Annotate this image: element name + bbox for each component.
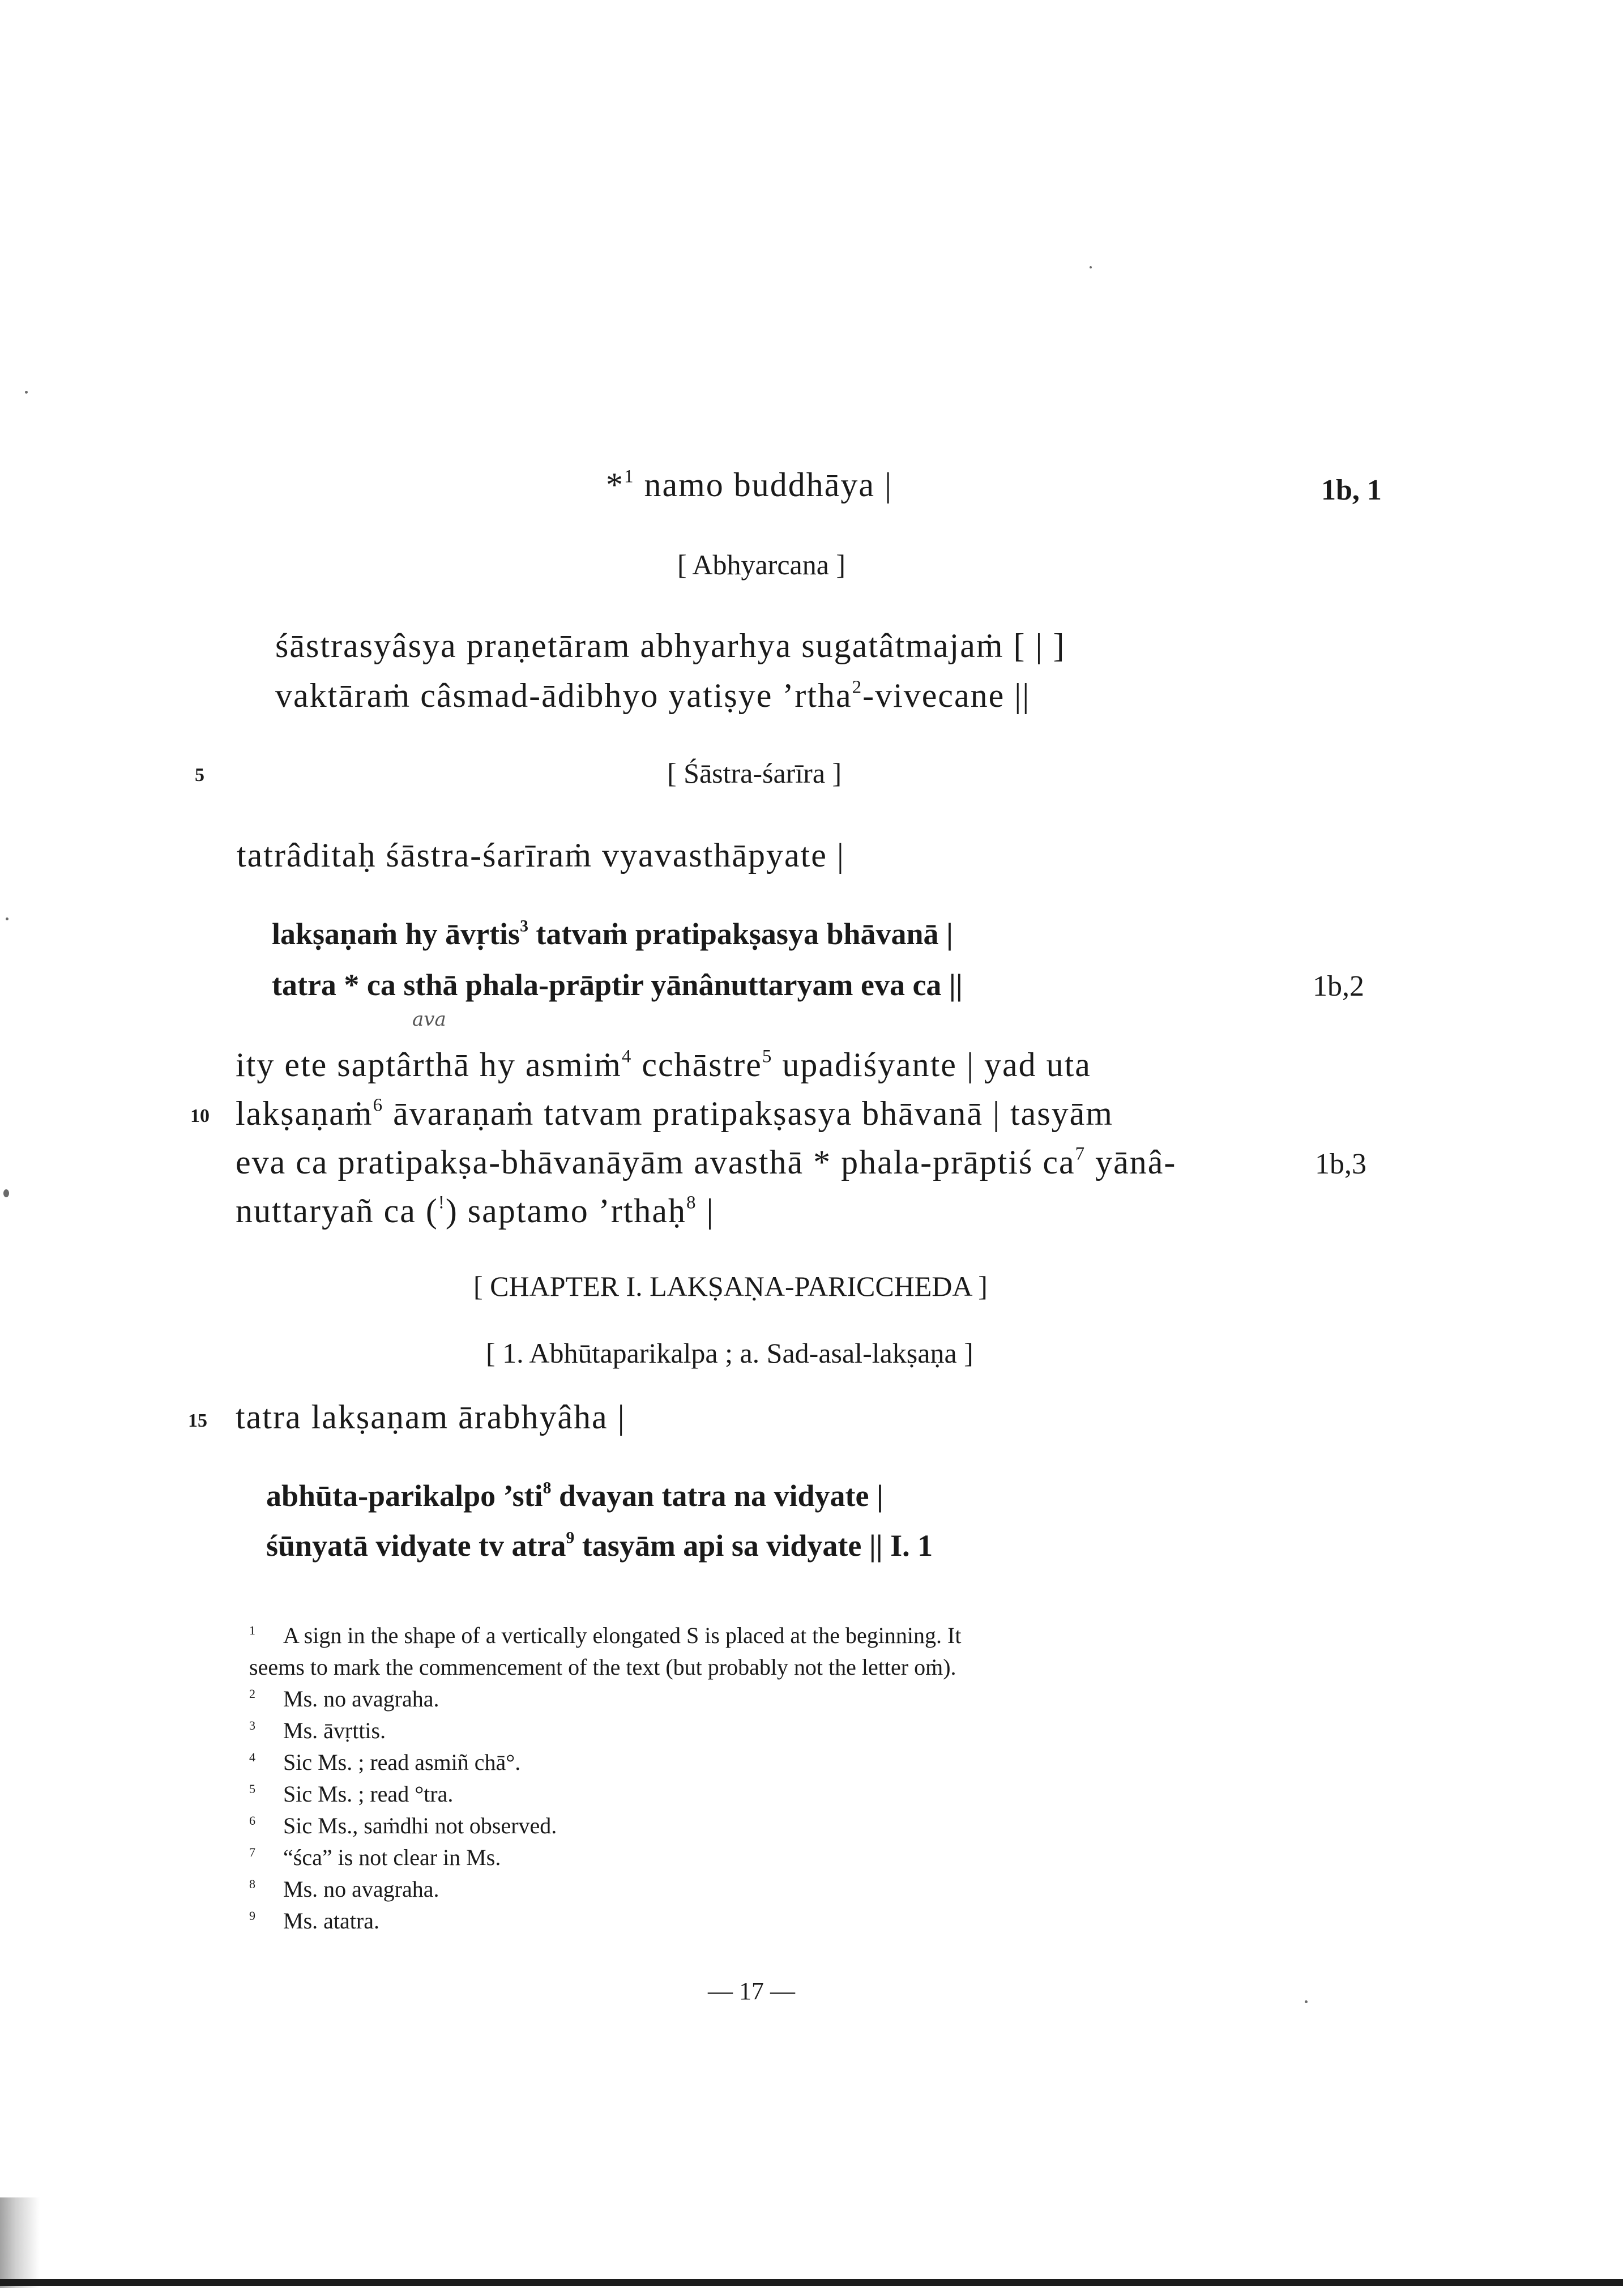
prose2-line2: lakṣaṇaṁ$^6$ āvaraṇaṁ tatvam pratipakṣasya bhāvanā | tasyām	[236, 1095, 1113, 1132]
verse3-line1: abhūta-parikalpo ’sti$^8$ dvayan tatra na vidyate |	[266, 1479, 883, 1513]
section-heading-sastra-sarira: [ Śāstra-śarīra ]	[667, 757, 842, 789]
footnote-2: 2 Ms. no avagraha.	[249, 1686, 439, 1712]
footnote-ref: 9	[566, 1529, 575, 1547]
verse3-line2: śūnyatā vidyate tv atra$^9$ tasyām api sa vidyate || I. 1	[266, 1529, 933, 1563]
footnote-8: 8 Ms. no avagraha.	[249, 1876, 439, 1902]
handwritten-annotation: ava	[412, 1008, 446, 1031]
scan-speck	[1305, 2000, 1308, 2003]
footnote-1-cont: seems to mark the commencement of the text (but probably not the letter oṁ).	[249, 1654, 956, 1680]
footnote-ref: 3	[520, 917, 528, 936]
scan-shadow	[0, 2197, 40, 2288]
prose3-line: tatra lakṣaṇam ārabhyâha |	[236, 1398, 626, 1436]
prose2-line4: nuttaryañ ca (!) saptamo ’rthaḥ$^8$ |	[236, 1192, 715, 1230]
line-number-5: 5	[195, 765, 204, 786]
prose2-line1: ity ete saptârthā hy asmiṁ$^4$ cchāstre$^5$ upadiśyante | yad uta	[236, 1046, 1091, 1083]
verse2-line1: lakṣaṇaṁ hy āvṛtis$^3$ tatvaṁ pratipakṣasya bhāvanā |	[272, 917, 953, 951]
footnote-1: 1 A sign in the shape of a vertically elongated S is placed at the beginning. It	[249, 1623, 962, 1648]
line-number-15: 15	[188, 1410, 207, 1431]
scan-speck	[6, 917, 8, 920]
footnote-ref: 6	[373, 1095, 384, 1116]
folio-ref-1b2: 1b,2	[1313, 970, 1364, 1002]
scan-speck	[3, 1189, 9, 1197]
footnote-9: 9 Ms. atatra.	[249, 1908, 379, 1934]
chapter-heading: [ CHAPTER I. LAKṢAṆA-PARICCHEDA ]	[473, 1270, 988, 1302]
folio-ref-1b1: 1b, 1	[1321, 474, 1382, 506]
verse1-line2: vaktāraṁ câsmad-ādibhyo yatiṣye ’rtha$^2$-vivecane ||	[275, 677, 1031, 714]
prose2-line3: eva ca pratipakṣa-bhāvanāyām avasthā * phala-prāptiś $ca^7$ yānâ-	[236, 1143, 1177, 1181]
footnote-ref: 4	[621, 1046, 633, 1067]
footnote-ref: 8	[543, 1479, 552, 1497]
footnote-ref: 5	[762, 1046, 773, 1067]
footnote-5: 5 Sic Ms. ; read °tra.	[249, 1781, 454, 1807]
prose-line: tatrâditaḥ śāstra-śarīraṁ vyavasthāpyate |	[237, 837, 845, 874]
footnote-ref: 1	[624, 466, 635, 487]
line-number-10: 10	[190, 1106, 210, 1126]
footnote-4: 4 Sic Ms. ; read asmiñ chā°.	[249, 1749, 521, 1775]
section-heading-abhyarcana: [ Abhyarcana ]	[677, 549, 846, 581]
invocation-text: namo buddhāya |	[644, 466, 893, 503]
footnote-7: 7 “śca” is not clear in Ms.	[249, 1845, 501, 1870]
verse2-line2: tatra * ca sthā phala-prāptir yānânuttaryam eva ca ||	[272, 968, 963, 1002]
scan-bottom-edge	[0, 2279, 1623, 2286]
scan-speck	[25, 391, 28, 394]
invocation-line	[606, 466, 892, 505]
verse1-line1: śāstrasyâsya praṇetāram abhyarhya sugatâtmajaṁ [ | ]	[275, 627, 1066, 664]
footnote-ref: 2	[852, 677, 863, 698]
footnote-ref: 7	[1075, 1143, 1086, 1164]
footnote-3: 3 Ms. āvṛttis.	[249, 1718, 386, 1743]
footnote-6: 6 Sic Ms., saṁdhi not observed.	[249, 1813, 557, 1838]
folio-ref-1b3: 1b,3	[1315, 1148, 1366, 1180]
asterisk-mark: *	[606, 466, 624, 503]
page-number: — 17 —	[708, 1977, 795, 2005]
footnote-ref: 8	[686, 1192, 697, 1213]
scan-speck	[1090, 266, 1092, 268]
subsection-heading: [ 1. Abhūtaparikalpa ; a. Sad-asal-lakṣaṇa ]	[486, 1337, 973, 1369]
